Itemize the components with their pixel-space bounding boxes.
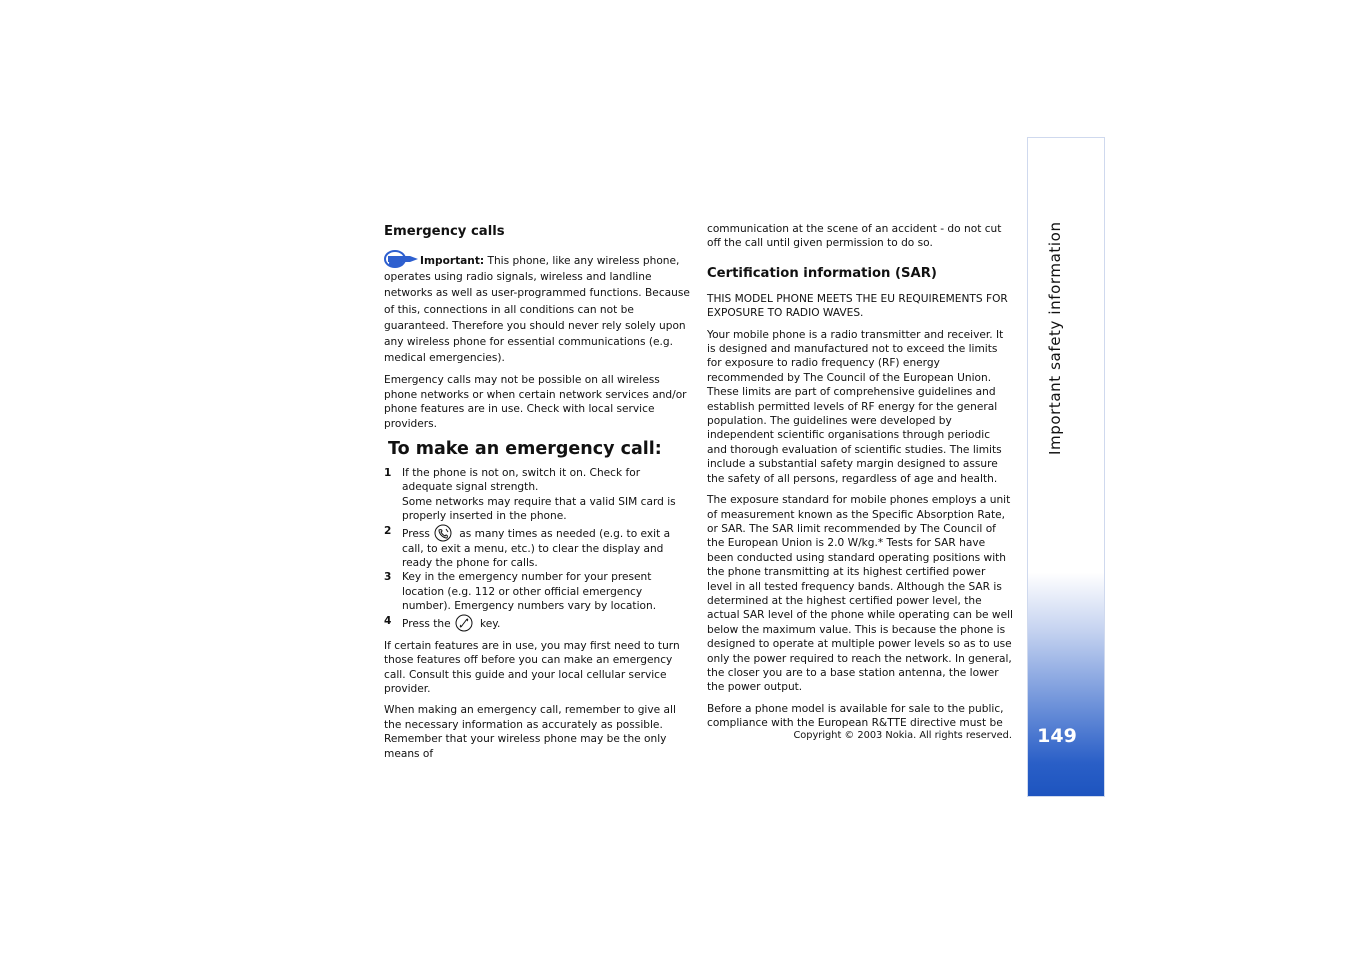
important-note <box>384 250 690 366</box>
copyright-notice: Copyright © 2003 Nokia. All rights reserved. <box>793 730 1012 741</box>
important-hand-icon <box>384 250 420 268</box>
emergency-para-3: When making an emergency call, remember to give all the necessary information as accurately as possible. Remember that your wireless phone may be the only means of <box>384 704 676 760</box>
make-emergency-call-heading: To make an emergency call: <box>388 439 662 460</box>
call-key-icon <box>455 614 473 632</box>
step-number: 1 <box>384 467 392 480</box>
emergency-calls-heading: Emergency calls <box>384 224 505 239</box>
step-extra-text: Some networks may require that a valid SIM card is properly inserted in the phone. <box>402 495 676 523</box>
continued-paragraph: communication at the scene of an accident - do not cut off the call until given permission to do so. <box>707 223 1002 250</box>
step-text-post: as many times as needed (e.g. to exit a call, to exit a menu, etc.) to clear the display and ready the phone for calls. <box>402 527 671 570</box>
right-column <box>707 222 1013 731</box>
step-2 <box>384 524 690 571</box>
section-title-vertical: Important safety information <box>1046 221 1064 455</box>
left-column <box>384 222 690 761</box>
steps-list <box>384 466 690 632</box>
step-text-post: key. <box>476 617 501 630</box>
sar-para-2: The exposure standard for mobile phones employs a unit of measurement known as the Specific Absorption Rate, or SAR. The SAR limit recommended by The Council of the European Union is 2.0 W/kg.* Tests for SAR have been conducted using standard operating positions with the phone transmitting at its highest certified power level in all tested frequency bands. Although the SAR is determined at the highest certified power level, the actual SAR level of the phone while operating can be well below the maximum value. This is because the phone is designed to operate at multiple power levels so as to use only the power required to reach the network. In general, the closer you are to a base station antenna, the lower the power output. <box>707 494 1013 694</box>
step-3 <box>384 570 690 613</box>
emergency-para-2: If certain features are in use, you may first need to turn those features off before you can make an emergency call. Consult this guide and your local cellular service provider. <box>384 639 680 695</box>
page-number: 149 <box>1037 725 1077 747</box>
section-side-tab <box>1027 137 1105 797</box>
step-4 <box>384 614 690 632</box>
sar-para-3: Before a phone model is available for sale to the public, compliance with the European R&TTE directive must be <box>707 702 1004 730</box>
step-text-pre: Press the <box>402 617 451 630</box>
end-call-key-icon <box>434 524 452 542</box>
sar-heading: Certification information (SAR) <box>707 265 937 281</box>
emergency-para-1: Emergency calls may not be possible on all wireless phone networks or when certain network services and/or phone features are in use. Check with local service providers. <box>384 374 687 430</box>
sar-caps-statement: THIS MODEL PHONE MEETS THE EU REQUIREMENTS FOR EXPOSURE TO RADIO WAVES. <box>707 292 1008 320</box>
step-number: 4 <box>384 614 392 627</box>
step-text-pre: Press <box>402 527 430 540</box>
step-text: If the phone is not on, switch it on. Check for adequate signal strength. <box>402 467 641 494</box>
important-text: This phone, like any wireless phone, operates using radio signals, wireless and landline networks as well as user-programmed functions. Because of this, connections in all conditions can not be guaranteed. Therefore you should never rely solely upon any wireless phone for essential communications (e.g. medical emergencies). <box>384 255 690 365</box>
step-number: 2 <box>384 524 392 537</box>
step-1 <box>384 466 690 524</box>
step-number: 3 <box>384 571 392 584</box>
step-text: Key in the emergency number for your present location (e.g. 112 or other official emergency number). Emergency numbers vary by location. <box>402 571 657 613</box>
important-label: Important: <box>420 255 485 267</box>
sar-para-1: Your mobile phone is a radio transmitter and receiver. It is designed and manufactured not to exceed the limits for exposure to radio frequency (RF) energy recommended by The Council of the European Union. These limits are part of comprehensive guidelines and establish permitted levels of RF energy for the general population. The guidelines were developed by independent scientific organisations through periodic and thorough evaluation of scientific studies. The limits include a substantial safety margin designed to assure the safety of all persons, regardless of age and health. <box>707 328 1004 485</box>
